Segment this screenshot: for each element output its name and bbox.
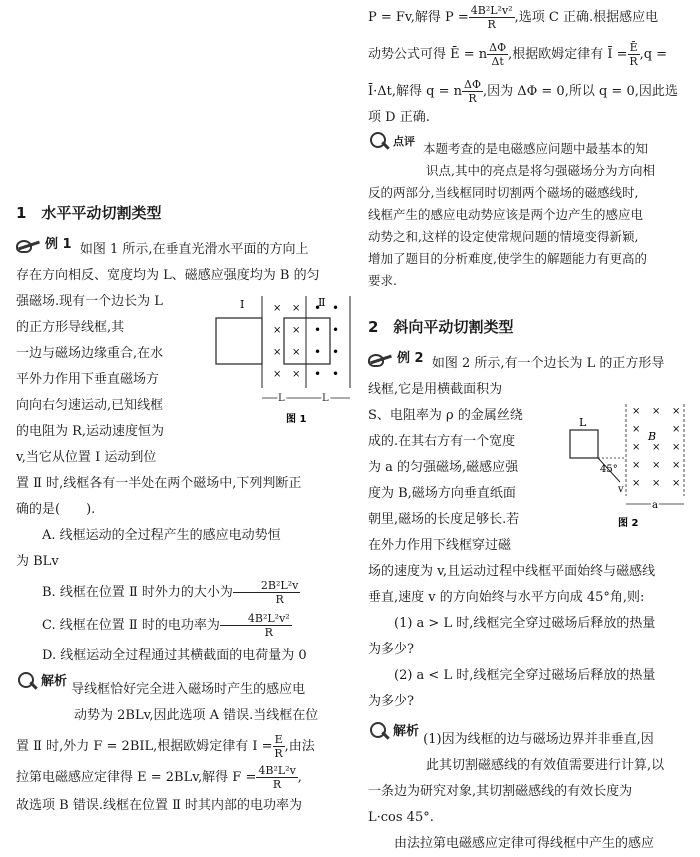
figure-1-caption: 图 1 xyxy=(286,414,307,425)
cross-marks xyxy=(632,406,680,489)
square-frame xyxy=(570,430,598,458)
example-1-wrap-text: 强磁场.现有一个边长为 L 的正方形导线框,其 一边与磁场边缘重合,在水 平外力作用下垂直磁场方 向向右匀速运动,已知线框 的电阻为 R,运动速度恒为 v,当它从位置 Ⅰ 运动到位 xyxy=(16,294,165,465)
svg-text:×: × xyxy=(292,347,301,358)
svg-text:a: a xyxy=(652,500,658,511)
svg-text:L: L xyxy=(322,393,329,404)
svg-text:×: × xyxy=(672,442,681,453)
svg-text:×: × xyxy=(632,424,641,435)
frame-position-2 xyxy=(284,318,330,364)
example-1-tag: 例 1 xyxy=(16,232,72,258)
section-1-heading: 1 水平平动切割类型 xyxy=(16,204,162,222)
svg-text:×: × xyxy=(672,478,681,489)
figure-2 xyxy=(568,400,688,530)
svg-text:×: × xyxy=(632,442,641,453)
example-1: 例 1 如图 1 所示,在垂直光滑水平面的方向上 存在方向相反、宽度均为 L、磁感应强度均为 B 的匀 强磁场.现有一个边长为 L 的正方形导线框,其 一边与磁场边缘重合,在水 平外力作用下垂直磁场方 向向右匀速运动,已知线框 的电阻为 R,运动速度恒为 v,当它从位置 Ⅰ 运动到位 置 Ⅱ 时,线框各有一半处在两个磁场中,下列判断正 确的是( ). A. 线框运动的全过程产生的感应电动势恒 为 BLv B. 线框在位置 Ⅱ 时外力的大小为 $\frac{\text{2B²L²v}}{R}$ C. 线框在位置 Ⅱ 时的电功率为 $\frac{\text{4B²L²v²}}{R}$ D. 线框运动全过程通过其横截面的电荷量为 0 解析 导线框恰好完全进入磁场时产生的感应电 动势为 2BLv,因此选项 A 错误.当线框在位 置 Ⅱ 时,外力 F = 2BIL,根据欧姆定律有 I = $\frac{E}{R}$ ,由法 拉第电磁感应定律得 E = 2BLv,解得 F = $\frac{\text{4B²L²v}}{R}$ , 故选项 B 错误.线框在位置 Ⅱ 时其内部的电功率为 xyxy=(16,232,346,819)
section-2-heading: 2 斜向平动切割类型 xyxy=(368,318,514,336)
svg-text:•: • xyxy=(332,345,340,359)
svg-text:×: × xyxy=(292,369,301,380)
cross-marks xyxy=(273,303,300,380)
svg-text:×: × xyxy=(292,325,301,336)
svg-text:×: × xyxy=(632,406,641,417)
svg-text:×: × xyxy=(672,406,681,417)
option-a: A. 线框运动的全过程产生的感应电动势恒 xyxy=(42,528,281,543)
svg-text:L: L xyxy=(278,393,285,404)
svg-text:×: × xyxy=(273,325,282,336)
solution-1: 解析 导线框恰好完全进入磁场时产生的感应电 xyxy=(16,669,346,703)
option-b: B. 线框在位置 Ⅱ 时外力的大小为 $\frac{\text{2B²L²v}}{R}$ xyxy=(42,579,299,606)
dot-marks xyxy=(314,301,339,381)
svg-text:×: × xyxy=(273,369,282,380)
svg-text:×: × xyxy=(652,442,661,453)
svg-text:B: B xyxy=(648,430,657,443)
svg-text:•: • xyxy=(314,323,322,337)
svg-text:•: • xyxy=(314,367,322,381)
pen-icon xyxy=(16,237,42,253)
svg-text:•: • xyxy=(332,323,340,337)
comment-icon xyxy=(368,131,390,153)
svg-text:×: × xyxy=(652,478,661,489)
review-note: 点评 本题考查的是电磁感应问题中最基本的知 识点,其中的亮点是将匀强磁场分为方向相 反的两部分,当线框同时切割两个磁场的磁感线时, 线框产生的感应电动势应该是两个边产生的感应电 动势之和,这样的设定使常规问题的情境变得新颖, 增加了题目的分析难度,使学生的解题能力有更高的 要求. xyxy=(368,131,690,292)
option-c: C. 线框在位置 Ⅱ 时的电功率为 $\frac{\text{4B²L²v²}}{R}$ xyxy=(42,612,290,639)
frame-position-1 xyxy=(216,318,262,364)
magnifier-icon xyxy=(16,671,38,693)
svg-text:×: × xyxy=(652,460,661,471)
svg-text:•: • xyxy=(332,367,340,381)
svg-text:×: × xyxy=(632,460,641,471)
magnifier-icon xyxy=(368,721,390,743)
example-2: 例 2 如图 2 所示,有一个边长为 L 的正方形导 线框,它是用横截面积为 S、电阻率为 ρ 的金属丝绕 成的.在其右方有一个宽度 为 a 的匀强磁场,磁感应强 度为 B,磁场方向垂直纸面 朝里,磁场的长度足够长.若 在外力作用下线框穿过磁 场的速度为 v,且运动过程中线框平面始终与磁感线 垂直,速度 v 的方向始终与水平方向成 45°角,则: (1) a > L 时,线框完全穿过磁场后释放的热量 为多少? (2) a < L 时,线框完全穿过磁场后释放的热量 为多少? 解析 (1)因为线框的边与磁场边界并非垂直,因 此其切割磁感线的有效值需要进行计算,以 一条边为研究对象,其切割磁感线的有效长度为 L·cos 45°. 由法拉第电磁感应定律可得线框中产生的感应 xyxy=(368,351,665,851)
position-2-label: Ⅱ xyxy=(318,296,326,309)
pen-icon xyxy=(368,351,394,367)
figure-2-caption: 图 2 xyxy=(618,518,639,529)
svg-text:×: × xyxy=(632,478,641,489)
figure-1 xyxy=(212,294,352,430)
svg-text:×: × xyxy=(672,424,681,435)
svg-text:•: • xyxy=(332,301,340,315)
svg-text:•: • xyxy=(314,301,322,315)
svg-text:L: L xyxy=(579,416,587,429)
position-1-label: Ⅰ xyxy=(240,298,245,311)
svg-text:•: • xyxy=(314,345,322,359)
svg-text:×: × xyxy=(672,460,681,471)
svg-text:v: v xyxy=(618,484,624,495)
svg-text:×: × xyxy=(652,406,661,417)
svg-text:×: × xyxy=(273,303,282,314)
svg-text:×: × xyxy=(292,303,301,314)
option-d: D. 线框运动全过程通过其横截面的电荷量为 0 xyxy=(42,648,307,663)
svg-text:45°: 45° xyxy=(600,464,618,475)
svg-text:×: × xyxy=(273,347,282,358)
